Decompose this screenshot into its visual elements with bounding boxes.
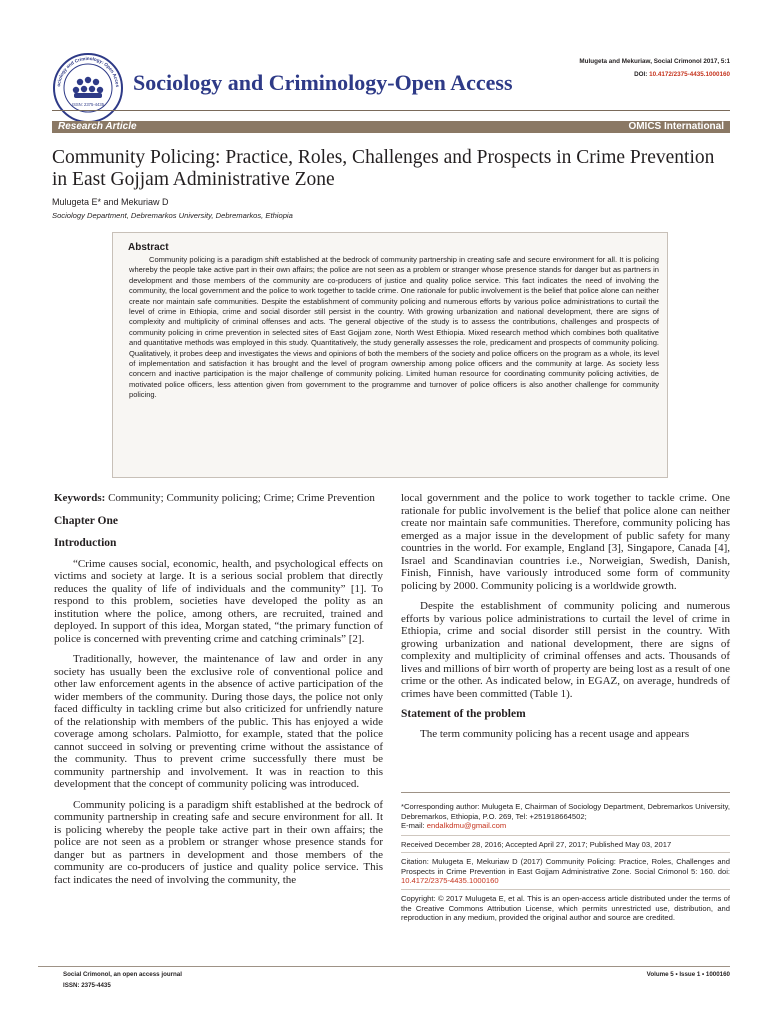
copyright-note: Copyright: © 2017 Mulugeta E, et al. This is an open-access article distributed under the terms of the Creative Commons Attribution License, which permits unrestricted use, distribution, and reproduction in any medium, provided the original author and source are credited. xyxy=(401,894,730,923)
logo-arc-text: ociology and Criminology: Open Acces xyxy=(56,55,121,88)
keywords xyxy=(54,492,383,505)
header-divider xyxy=(52,110,730,111)
authors: Mulugeta E* and Mekuriaw D xyxy=(52,197,169,207)
publisher-label: OMICS International xyxy=(628,121,724,132)
chapter-heading: Chapter One xyxy=(54,514,118,527)
citation-text: Citation: Mulugeta E, Mekuriaw D (2017) Community Policing: Practice, Roles, Challenges and Prospects in Crime Prevention in East Gojjam Administrative Zone. Social Crimonol 5: 160. doi: xyxy=(401,857,730,876)
citation-line: Mulugeta and Mekuriaw, Social Crimonol 2017, 5:1 xyxy=(579,58,730,65)
body-paragraph: Traditionally, however, the maintenance of law and order in any society has usually been the exclusive role of conventional police and other law enforcement agents in the absence of active participation of the wider members of the community. During those days, the police not only faced difficulty in tackling crime but also criticized for unfriendly nature of the relationship with members of the public. This has enjoyed a wide coverage among scholars. Palmiotto, for example, stated that the police cannot succeed in solving or preventing crime without the assistance of the community. Thus to prevent crime successfully there must be community partnership and involvement. It was in reaction to this development that the concept of community policing was introduced. xyxy=(54,653,383,790)
introduction-heading: Introduction xyxy=(54,537,117,549)
journal-logo xyxy=(52,52,124,124)
received-dates: Received December 28, 2016; Accepted April 27, 2017; Published May 03, 2017 xyxy=(401,840,672,849)
body-paragraph: Despite the establishment of community policing and numerous efforts by various police administrations to curtail the level of crime in Ethiopia, crime and social disorder still persist in the country. With growing urbanization and national development, there are signs of complexity and multiplicity of criminal offenses and acts. Thousands of lives and millions of birr worth of property are being lost as a result of one crime or the other. As indicated below, in EGAZ, on average, hundreds of crimes have been committed (Table 1). xyxy=(401,600,730,700)
logo-issn: ISSN: 2375-4435 xyxy=(71,102,105,107)
body-paragraph: The term community policing has a recent usage and appears xyxy=(420,727,690,740)
footer-divider xyxy=(38,966,730,967)
doi-link[interactable]: 10.4172/2375-4435.1000160 xyxy=(649,71,730,78)
footnote-separator xyxy=(401,852,730,853)
body-column-left xyxy=(54,492,383,886)
footnote-divider xyxy=(401,792,730,793)
affiliation: Sociology Department, Debremarkos University, Debremarkos, Ethiopia xyxy=(52,211,293,220)
doi-label: DOI: xyxy=(634,71,648,78)
article-type-label: Research Article xyxy=(58,121,137,132)
article-type-bar xyxy=(52,121,730,133)
abstract-text: Community policing is a paradigm shift established at the bedrock of community partnership in creating safe and secure environment for all. It is policing whereby the people take active part in their own affairs; the police are not seen as a problem or stranger whose presence stands for danger but as partners in development and those members of the community are co-producers of justice and quality police service. This fact indicates the need of involving the community, the local government and the police to work together to tackle crime. One rationale for public involvement is the belief that police alone can neither create nor maintain safe communities. Despite the establishment of community policing and numerous efforts by various police administrations to curtail the level of crime in Ethiopia, crime and social disorder still persist in the country. With growing urbanization and national development, there are signs of complexity and multiplicity of criminal offenses and acts. The general objective of the study is to assess the contributions, challenges and prospects of community policing in crime prevention in selected sites of East Gojjam zone, North West Ethiopia. Mixed research method which combines both qualitative and quantitative methods was employed in this study. Quantitatively, the study generally assesses the role, predicament and prospects of community policing. Qualitatively, it probes deep and investigates the views and opinions of both the members of the society and police officers on the program as a whole, its level of implementation and satisfaction it has brought and the level of program ownership among police officers and the community at large. As society less concern and inactive participation is the major challenge of community policing. Limited human resource for coordinating community policing activities, de motivated police officers, less attention given from government to the programme and turnover of police officers is also another challenge for community policing. xyxy=(129,255,659,400)
footer-volume: Volume 5 • Issue 1 • 1000160 xyxy=(646,971,730,978)
body-paragraph: local government and the police to work together to tackle crime. One rationale for public involvement is the belief that police alone can neither create nor maintain safe communities. Therefore, community policing has emerged as a major issue in the development of public safety for many countries in the world. For example, England [3], Singapore, Canada [4], Israel and Scandinavian countries i.e., Norweigian, Swedish, Danish, Finish, Finnish, have variously introduced some form of community policing by 2000. Community policing is a worldwide growth. xyxy=(401,492,730,592)
corresponding-text: *Corresponding author: Mulugeta E, Chairman of Sociology Department, Debremarkos University, Debremarkos, Ethiopia, P.O. 269, Tel: +251918664502; xyxy=(401,802,730,821)
body-column-right xyxy=(401,492,730,740)
journal-title: Sociology and Criminology-Open Access xyxy=(133,70,513,95)
body-paragraph: Community policing is a paradigm shift established at the bedrock of community partnership in creating safe and secure environment for all. It is policing whereby the people take active part in their own affairs; the police are not seen as a problem or stranger whose presence stands for danger but as partners in development and those members of the community are co-producers of justice and quality police service. This fact indicates the need of involving the community, the xyxy=(54,798,383,886)
footnote-separator xyxy=(401,835,730,836)
abstract-box xyxy=(112,232,668,478)
keywords-text: Community; Community policing; Crime; Crime Prevention xyxy=(108,492,375,504)
corresponding-author xyxy=(401,802,730,831)
abstract-heading: Abstract xyxy=(128,242,169,253)
email-label: E-mail: xyxy=(401,821,425,831)
article-title: Community Policing: Practice, Roles, Challenges and Prospects in Crime Prevention in East Gojjam Administrative Zone xyxy=(52,147,715,190)
doi-line xyxy=(634,71,730,78)
citation-note xyxy=(401,857,730,886)
footer-journal: Social Crimonol, an open access journal xyxy=(63,971,182,978)
statement-heading: Statement of the problem xyxy=(401,708,526,720)
citation-doi-link[interactable]: 10.4172/2375-4435.1000160 xyxy=(401,876,499,886)
email-link[interactable]: endalkdmu@gmail.com xyxy=(426,821,507,831)
keywords-label: Keywords: xyxy=(54,492,106,504)
footer-issn: ISSN: 2375-4435 xyxy=(63,982,111,989)
body-paragraph: “Crime causes social, economic, health, and psychological effects on victims and society at large. It is a serious social problem that directly reduces the quality of life of individuals and the community” [1]. To respond to this problem, societies have developed the polity as an institution where the police, among others, are recruited, trained and deployed. In support of this idea, Morgan stated, “the primary function of police is concerned with preventing crime and catching criminals” [2]. xyxy=(54,557,383,645)
footnote-separator xyxy=(401,889,730,890)
